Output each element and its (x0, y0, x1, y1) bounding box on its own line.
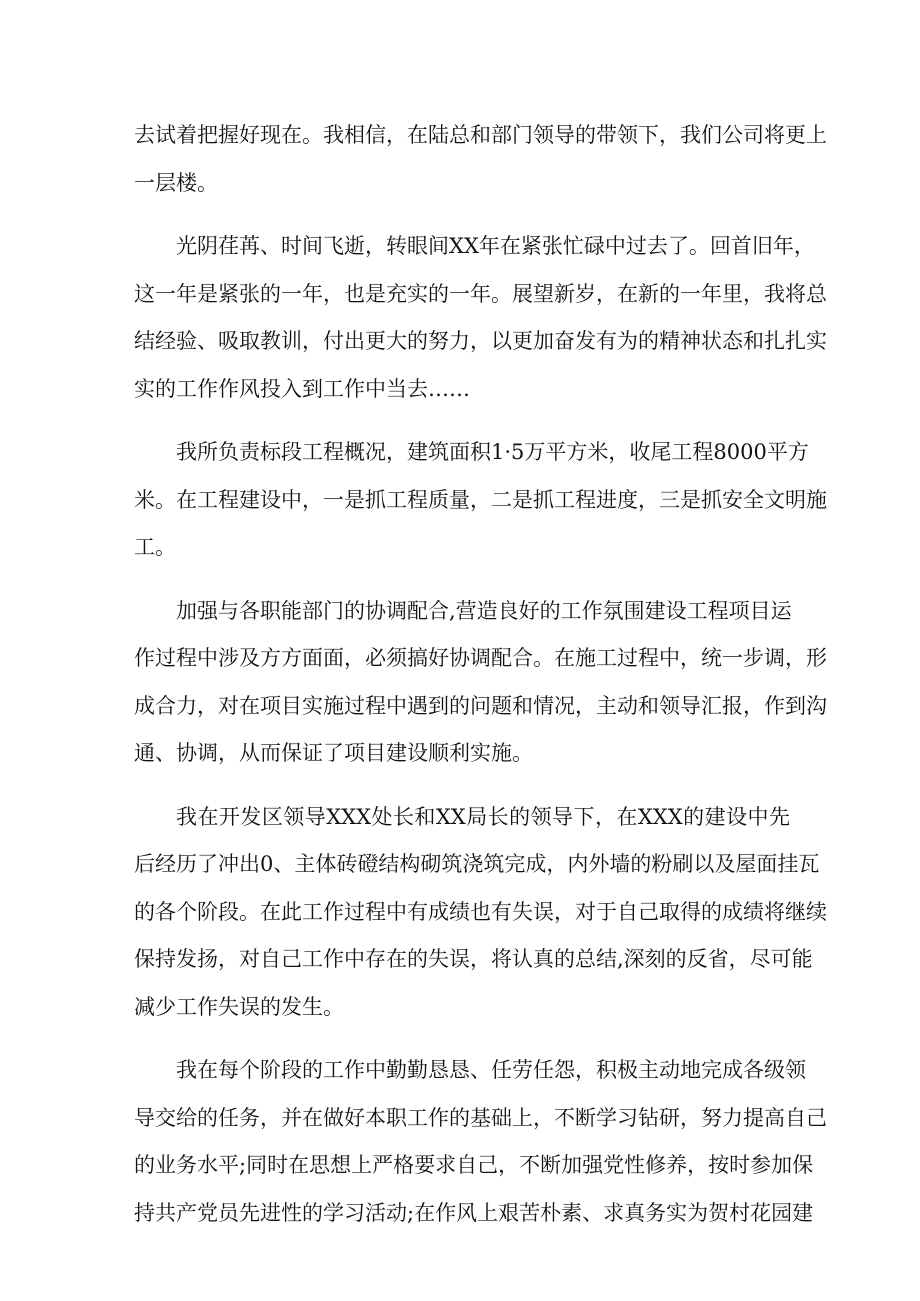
text-line: 我所负责标段工程概况，建筑面积1·5万平方米，收尾工程8000平方 (176, 440, 809, 464)
text-line: 通、协调，从而保证了项目建设顺利实施。 (134, 741, 533, 765)
paragraph-1 (134, 112, 827, 207)
paragraph-5 (134, 794, 827, 1032)
text-line: 结经验、吸取教训，付出更大的努力，以更加奋发有为的精神状态和扎扎实 (134, 329, 827, 353)
text-line: 持共产党员先进性的学习活动;在作风上艰苦朴素、求真务实为贺村花园建 (134, 1200, 814, 1225)
paragraph-3 (134, 429, 827, 572)
paragraph-2 (134, 223, 827, 413)
text-line: 后经历了冲出0、主体砖磴结构砌筑浇筑完成，内外墙的粉刷以及屋面挂瓦 (134, 852, 820, 876)
text-line: 导交给的任务，并在做好本职工作的基础上，不断学习钻研，努力提高自己 (134, 1105, 827, 1130)
text-line: 减少工作失误的发生。 (134, 994, 344, 1019)
text-line: 作过程中涉及方方面面，必须搞好协调配合。在施工过程中，统一步调，形 (134, 646, 827, 670)
text-line: 加强与各职能部门的协调配合,营造良好的工作氛围建设工程项目运 (176, 598, 792, 623)
text-line: 这一年是紧张的一年，也是充实的一年。展望新岁，在新的一年里，我将总 (134, 281, 827, 306)
text-line: 实的工作作风投入到工作中当去…… (134, 376, 470, 401)
text-line: 保持发扬，对自己工作中存在的失误，将认真的总结,深刻的反省，尽可能 (134, 947, 813, 971)
text-line: 成合力，对在项目实施过程中遇到的问题和情况，主动和领导汇报，作到沟 (134, 693, 827, 718)
text-line: 光阴荏苒、时间飞逝，转眼间XX年在紧张忙碌中过去了。回首旧年， (176, 234, 815, 258)
text-line: 的各个阶段。在此工作过程中有成绩也有失误，对于自己取得的成绩将继续 (134, 899, 827, 924)
text-line: 一层楼。 (134, 170, 218, 195)
text-line: 我在开发区领导XXX处长和XX局长的领导下，在XXX的建设中先 (176, 804, 790, 829)
document-body (134, 112, 827, 1253)
paragraph-6 (134, 1047, 827, 1237)
text-line: 我在每个阶段的工作中勤勤恳恳、任劳任怨，积极主动地完成各级领 (176, 1058, 806, 1082)
text-line: 工。 (134, 535, 176, 559)
paragraph-4 (134, 588, 827, 778)
text-line: 米。在工程建设中，一是抓工程质量，二是抓工程进度，三是抓安全文明施 (134, 487, 827, 512)
text-line: 的业务水平;同时在思想上严格要求自己，不断加强党性修养，按时参加保 (134, 1153, 814, 1177)
text-line: 去试着把握好现在。我相信，在陆总和部门领导的带领下，我们公司将更上 (134, 123, 827, 147)
